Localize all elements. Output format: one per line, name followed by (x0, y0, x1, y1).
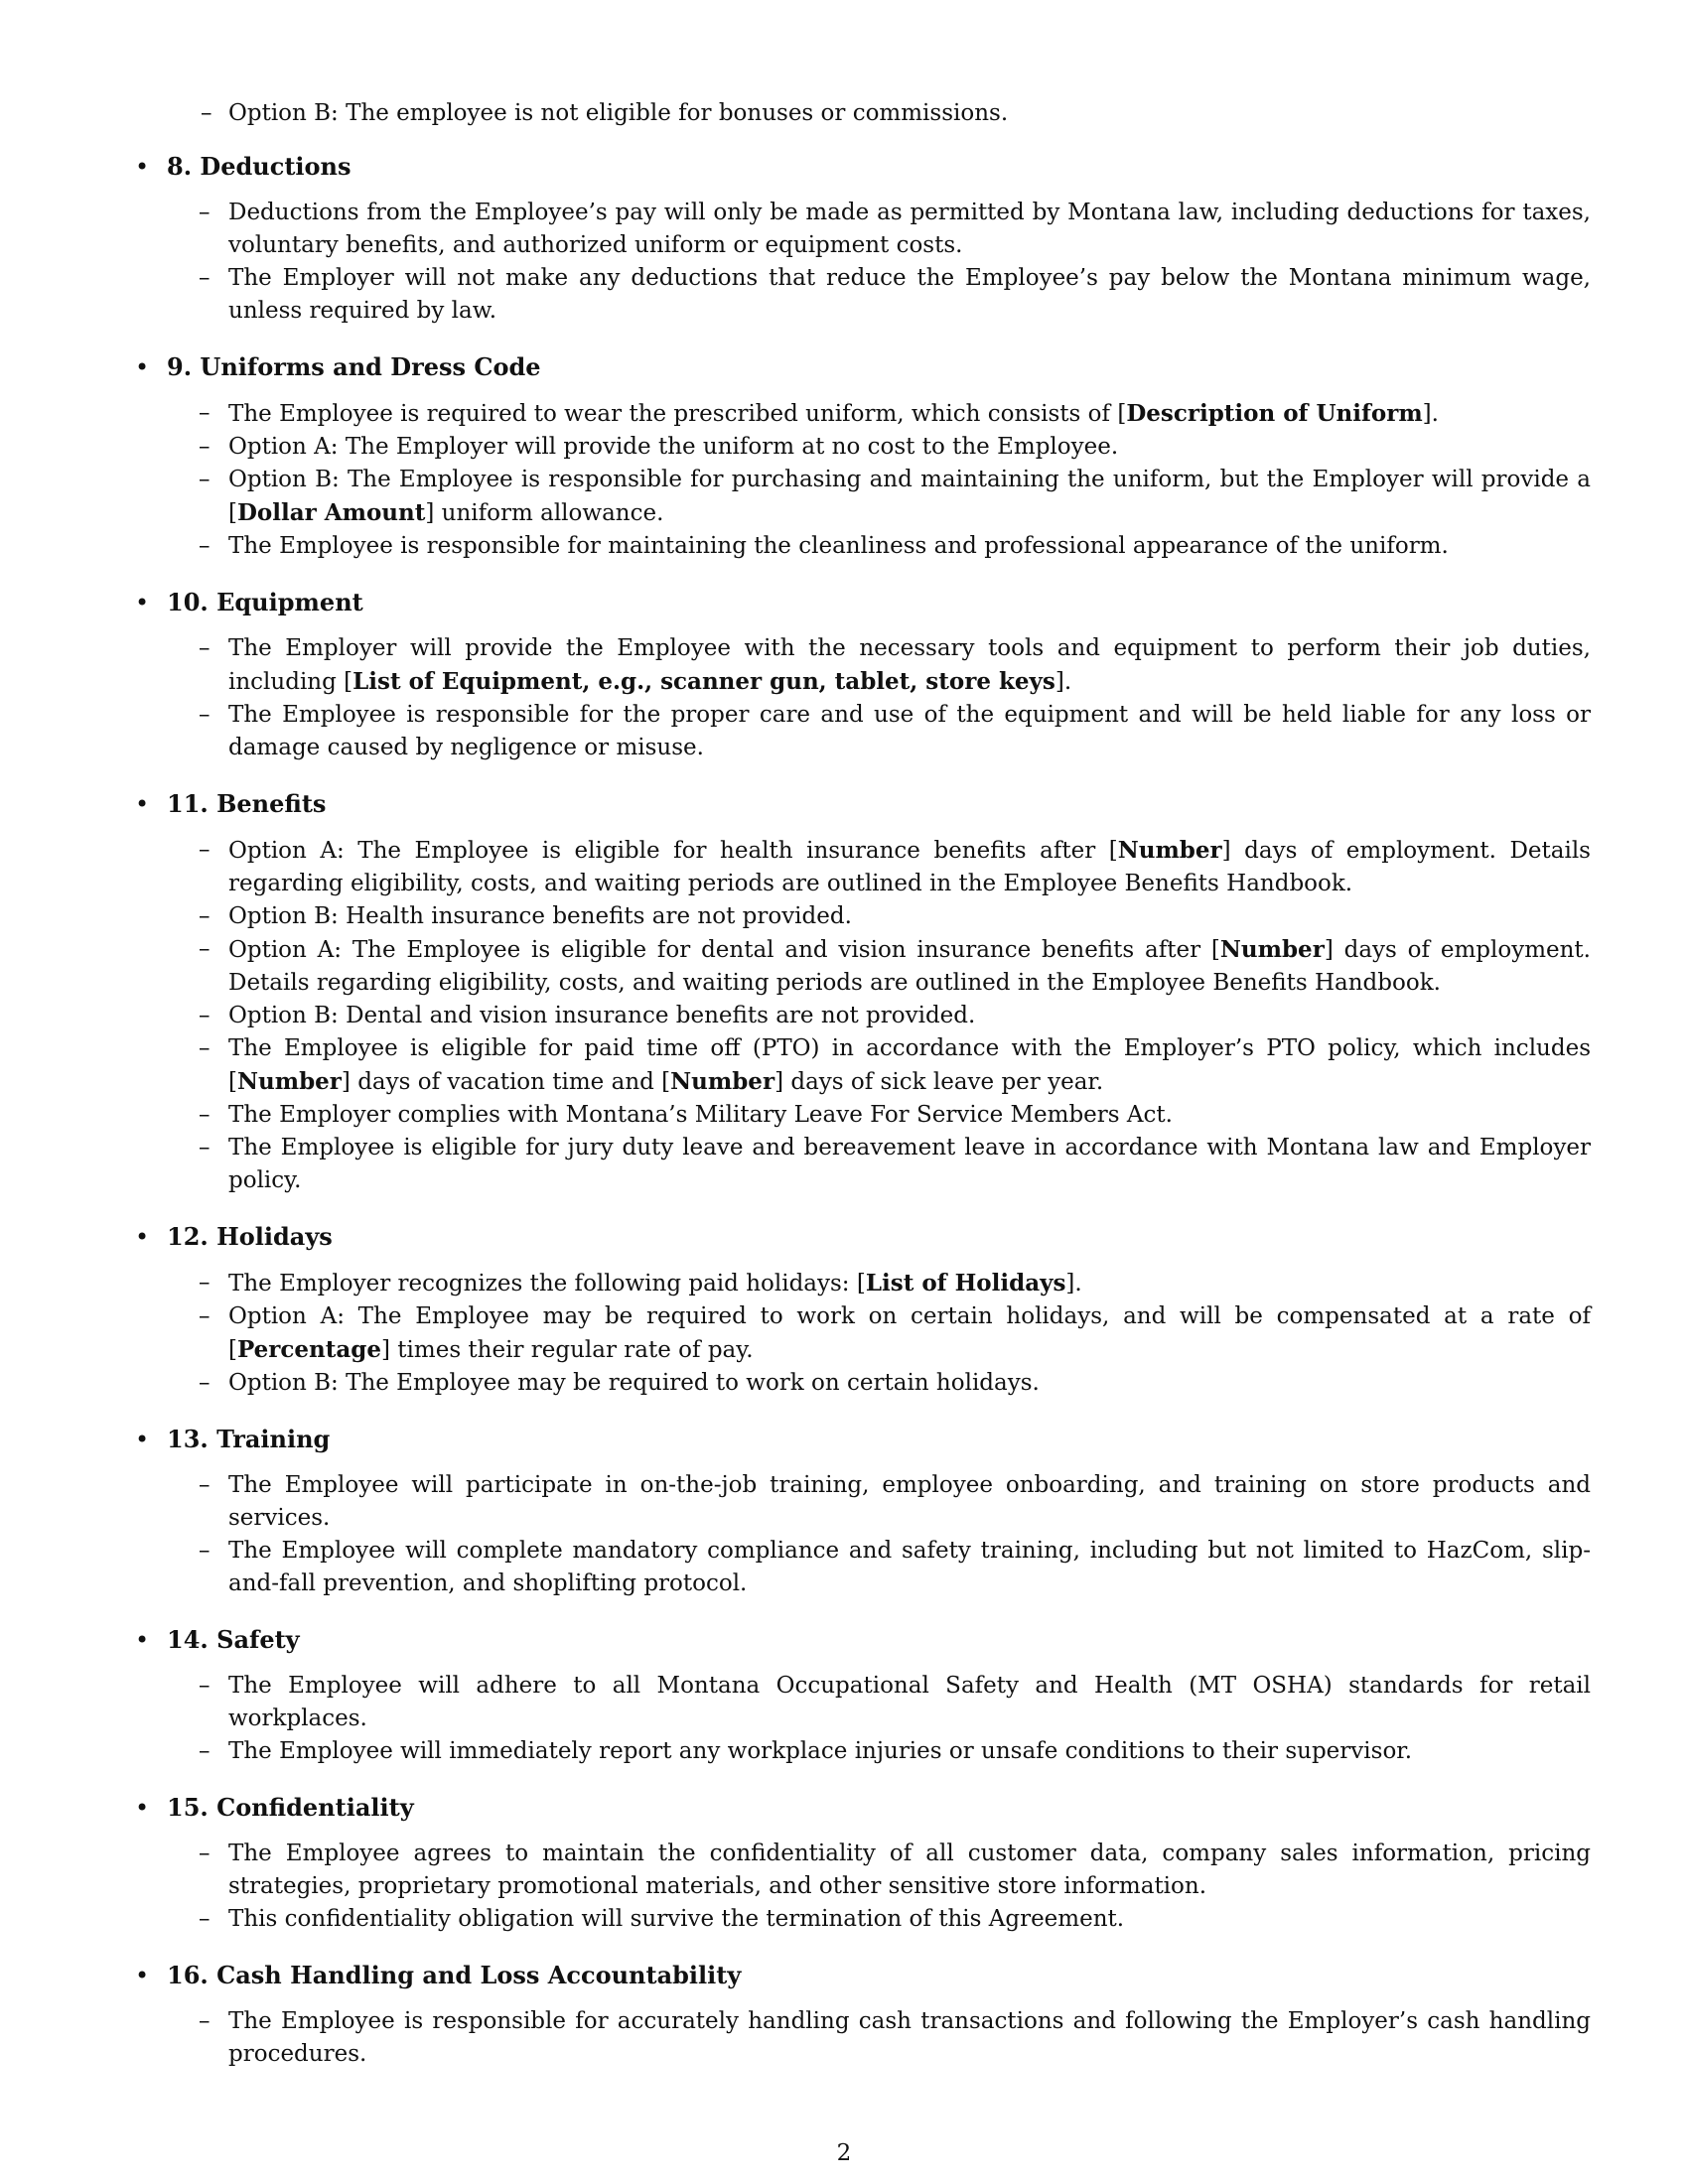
list-item (0, 530, 1591, 563)
list-item-text: The Employee will participate in on-the-job training, employee onboarding, and training on store products and services. (228, 1472, 1591, 1531)
list-item-text: Option A: The Employer will provide the uniform at no cost to the Employee. (228, 434, 1119, 460)
section-items (0, 1267, 1688, 1400)
section-items (0, 1838, 1688, 1936)
section-heading (0, 1956, 1688, 1995)
list-item (0, 834, 1591, 900)
placeholder-field: Dollar Amount (236, 499, 426, 526)
list-item-text: Option A: The Employee is eligible for dental and vision insurance benefits after [Number] days of employment. Details regarding eligibility, costs, and waiting periods are outlined in the Employee Benefits Handbook. (228, 936, 1591, 996)
section-title: 11. Benefits (167, 789, 327, 818)
placeholder-field: List of Equipment, e.g., scanner gun, tablet, store keys (352, 668, 1055, 695)
list-item-text: The Employee is responsible for maintaining the cleanliness and professional appearance of the uniform. (228, 533, 1449, 559)
dash-marker: – (199, 434, 211, 460)
section-title: 12. Holidays (167, 1222, 333, 1251)
list-item (0, 900, 1591, 933)
bullet-marker: • (135, 1962, 150, 1989)
list-item (0, 1838, 1591, 1903)
section (0, 1620, 1688, 1768)
list-item (0, 1000, 1591, 1032)
placeholder-field: Number (670, 1068, 775, 1095)
section-items (0, 1670, 1688, 1768)
dash-marker: – (199, 1270, 211, 1296)
section-items (0, 197, 1688, 328)
list-item-text: Option B: The employee is not eligible for bonuses or commissions. (228, 100, 1009, 126)
list-item-text: Option B: Health insurance benefits are not provided. (228, 903, 852, 929)
list-item (0, 1300, 1591, 1367)
list-item (0, 1903, 1591, 1936)
list-item (0, 397, 1591, 431)
section-heading (0, 784, 1688, 824)
list-item (0, 1267, 1591, 1300)
list-item (0, 933, 1591, 1000)
bullet-marker: • (135, 353, 150, 381)
list-item (0, 1367, 1591, 1400)
list-item-text: Option B: The Employee may be required to work on certain holidays. (228, 1370, 1040, 1396)
section (0, 583, 1688, 764)
list-item (0, 2005, 1591, 2071)
dash-marker: – (199, 1102, 211, 1128)
placeholder-field: Number (1117, 837, 1222, 864)
placeholder-field: Description of Uniform (1126, 400, 1423, 427)
list-item-text: This confidentiality obligation will survive the termination of this Agreement. (228, 1906, 1125, 1932)
list-item-text: The Employee will complete mandatory compliance and safety training, including but not limited to HazCom, slip-and-fall prevention, and shoplifting protocol. (228, 1538, 1591, 1596)
list-item (0, 1535, 1591, 1600)
dash-marker: – (199, 1841, 211, 1866)
page-number: 2 (836, 2140, 852, 2166)
list-item-text: The Employer recognizes the following paid holidays: [List of Holidays]. (228, 1270, 1082, 1297)
bullet-marker: • (135, 790, 150, 818)
dash-marker: – (199, 837, 211, 863)
list-item (0, 1032, 1591, 1099)
section-items (0, 1469, 1688, 1600)
section (0, 347, 1688, 563)
section-title: 13. Training (167, 1425, 331, 1453)
placeholder-field: Percentage (236, 1336, 382, 1363)
list-item (0, 1469, 1591, 1535)
list-item-text: The Employer will provide the Employee with the necessary tools and equipment to perform their job duties, including [List of Equipment, e.g., scanner gun, tablet, store keys]. (228, 635, 1591, 695)
list-item-text: Deductions from the Employee’s pay will only be made as permitted by Montana law, including deductions for taxes, voluntary benefits, and authorized uniform or equipment costs. (228, 200, 1591, 258)
list-item-text: The Employee is required to wear the prescribed uniform, which consists of [Description of Uniform]. (228, 400, 1439, 427)
list-item-text: The Employee will immediately report any workplace injuries or unsafe conditions to their supervisor. (228, 1738, 1413, 1764)
dash-marker: – (199, 936, 211, 962)
section-title: 10. Equipment (167, 588, 363, 616)
dash-marker: – (199, 702, 211, 728)
bullet-marker: • (135, 1426, 150, 1453)
bullet-marker: • (135, 589, 150, 616)
list-item (0, 431, 1591, 464)
list-item-text: The Employee agrees to maintain the confidentiality of all customer data, company sales information, pricing strategies, proprietary promotional materials, and other sensitive store information. (228, 1841, 1591, 1899)
dash-marker: – (199, 1738, 211, 1764)
section-heading (0, 1788, 1688, 1828)
section-heading (0, 1620, 1688, 1660)
list-item-text: The Employee is responsible for accurately handling cash transactions and following the Employer’s cash handling procedures. (228, 2008, 1591, 2067)
dash-marker: – (199, 1472, 211, 1498)
list-item (0, 632, 1591, 699)
dash-marker: – (199, 265, 211, 291)
placeholder-field: Number (236, 1068, 342, 1095)
section (0, 147, 1688, 328)
dash-marker: – (199, 2008, 211, 2034)
section-items (0, 2005, 1688, 2071)
list-item-text: The Employee is eligible for jury duty leave and bereavement leave in accordance with Montana law and Employer policy. (228, 1135, 1591, 1193)
bullet-marker: • (135, 1794, 150, 1822)
dash-marker: – (199, 1135, 211, 1160)
section-heading (0, 347, 1688, 387)
list-item-text: Option B: Dental and vision insurance benefits are not provided. (228, 1003, 976, 1028)
section-heading (0, 1420, 1688, 1459)
dash-marker: – (199, 1906, 211, 1932)
dash-marker: – (199, 1370, 211, 1396)
list-item (201, 97, 1591, 130)
bullet-marker: • (135, 1626, 150, 1654)
section-heading (0, 1217, 1688, 1257)
section-title: 15. Confidentiality (167, 1793, 414, 1822)
dash-marker: – (199, 903, 211, 929)
dash-marker: – (199, 200, 211, 225)
dash-marker: – (199, 1673, 211, 1699)
list-item (0, 699, 1591, 764)
list-item-text: Option A: The Employee is eligible for health insurance benefits after [Number] days of employment. Details regarding eligibility, costs, and waiting periods are outlined in the Employee Benefits Handbook. (228, 837, 1591, 896)
list-item (0, 197, 1591, 262)
section-title: 9. Uniforms and Dress Code (167, 352, 541, 381)
dash-marker: – (199, 1035, 211, 1061)
list-item-text: The Employee is responsible for the proper care and use of the equipment and will be held liable for any loss or damage caused by negligence or misuse. (228, 702, 1591, 760)
list-item (0, 1099, 1591, 1132)
section-list (0, 147, 1688, 2091)
dash-marker: – (199, 467, 211, 492)
list-item (0, 1735, 1591, 1768)
section (0, 784, 1688, 1197)
dash-marker: – (199, 400, 211, 426)
list-item (0, 464, 1591, 530)
list-item-text: The Employer will not make any deductions that reduce the Employee’s pay below the Montana minimum wage, unless required by law. (228, 265, 1591, 324)
continued-list (201, 97, 1591, 130)
bullet-marker: • (135, 153, 150, 181)
list-item-text: Option A: The Employee may be required to work on certain holidays, and will be compensated at a rate of [Percentage] times their regular rate of pay. (228, 1303, 1591, 1363)
list-item-text: The Employee is eligible for paid time off (PTO) in accordance with the Employer’s PTO policy, which includes [Number] days of vacation time and [Number] days of sick leave per year. (228, 1035, 1591, 1095)
list-item-text: The Employee will adhere to all Montana Occupational Safety and Health (MT OSHA) standards for retail workplaces. (228, 1673, 1591, 1731)
section-heading (0, 583, 1688, 622)
placeholder-field: Number (1219, 936, 1325, 963)
section (0, 1956, 1688, 2071)
list-item (0, 1670, 1591, 1735)
section (0, 1217, 1688, 1400)
section (0, 1788, 1688, 1936)
section-title: 16. Cash Handling and Loss Accountability (167, 1961, 742, 1989)
placeholder-field: List of Holidays (865, 1270, 1066, 1297)
section-title: 8. Deductions (167, 152, 352, 181)
list-item-text: Option B: The Employee is responsible for purchasing and maintaining the uniform, but the Employer will provide a [Dollar Amount] uniform allowance. (228, 467, 1591, 526)
dash-marker: – (199, 1003, 211, 1028)
section-items (0, 632, 1688, 764)
dash-marker: – (201, 100, 212, 126)
section-items (0, 834, 1688, 1197)
section-title: 14. Safety (167, 1625, 300, 1654)
dash-marker: – (199, 1303, 211, 1329)
bullet-marker: • (135, 1223, 150, 1251)
list-item (0, 1132, 1591, 1197)
dash-marker: – (199, 1538, 211, 1564)
list-item-text: The Employer complies with Montana’s Military Leave For Service Members Act. (228, 1102, 1173, 1128)
section-items (0, 397, 1688, 563)
list-item (0, 262, 1591, 328)
section (0, 1420, 1688, 1600)
dash-marker: – (199, 533, 211, 559)
dash-marker: – (199, 635, 211, 661)
section-heading (0, 147, 1688, 187)
